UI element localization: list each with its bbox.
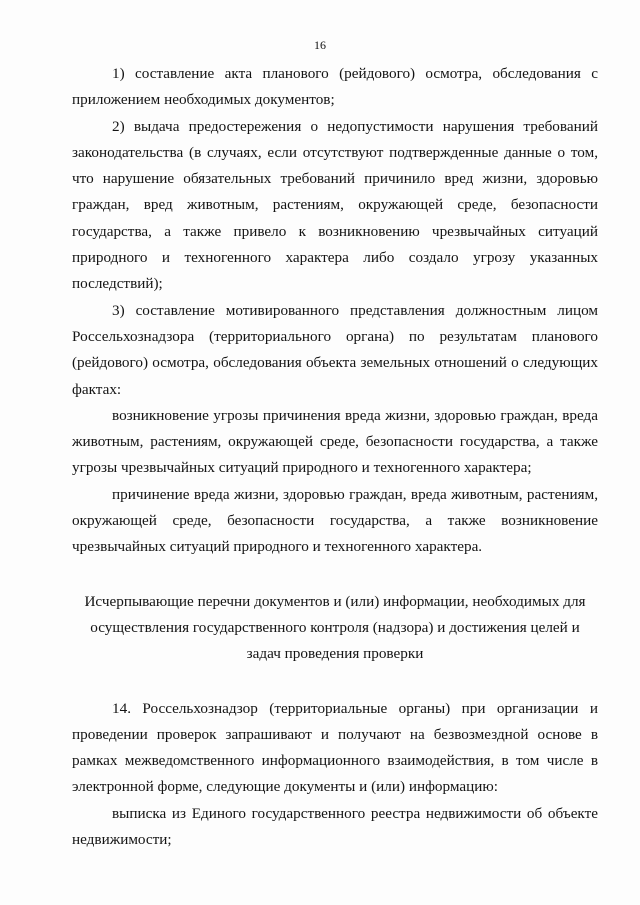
paragraph-item-3: 3) составление мотивированного представления должностным лицом Россельхознадзора (территориального органа) по результатам планового (рейдового) осмотра, обследования объекта земельных отношений о следующих фактах: <box>72 301 598 398</box>
paragraph-item-2: 2) выдача предостережения о недопустимости нарушения требований законодательства (в случаях, если отсутствуют подтвержденные данные о том, что нарушение обязательных требований причинило вред жизни, здоровью граждан, вред животным, растениям, окружающей среде, безопасности государства, а также привело к возникновению чрезвычайных ситуаций природного и техногенного характера либо создало угрозу указанных последствий); <box>72 117 598 293</box>
paragraph-item-1: 1) составление акта планового (рейдового) осмотра, обследования с приложением необходимых документов; <box>72 65 598 109</box>
paragraph-14: 14. Россельхознадзор (территориальные органы) при организации и проведении проверок запрашивают и получают на безвозмездной основе в рамках межведомственного информационного взаимодействия, в том числе в электронной форме, следующие документы и (или) информацию: <box>72 699 598 796</box>
section-heading-line-1: Исчерпывающие перечни документов и (или) информации, необходимых для <box>84 592 586 610</box>
section-heading-line-3: задач проведения проверки <box>246 645 424 663</box>
page-number: 16 <box>314 38 326 52</box>
paragraph-harm-fact: причинение вреда жизни, здоровью граждан, вреда животным, растениям, окружающей среде, безопасности государства, а также возникновение чрезвычайных ситуаций природного и техногенного характера. <box>72 485 598 556</box>
section-heading <box>72 589 598 668</box>
section-heading-line-2: осуществления государственного контроля (надзора) и достижения целей и <box>90 618 580 636</box>
paragraph-registry-extract: выписка из Единого государственного реестра недвижимости об объекте недвижимости; <box>72 804 598 849</box>
paragraph-threat-fact: возникновение угрозы причинения вреда жизни, здоровью граждан, вреда животным, растениям, окружающей среде, безопасности государства, а также угрозы чрезвычайных ситуаций природного и техногенного характера; <box>72 406 598 477</box>
document-body <box>72 61 598 853</box>
